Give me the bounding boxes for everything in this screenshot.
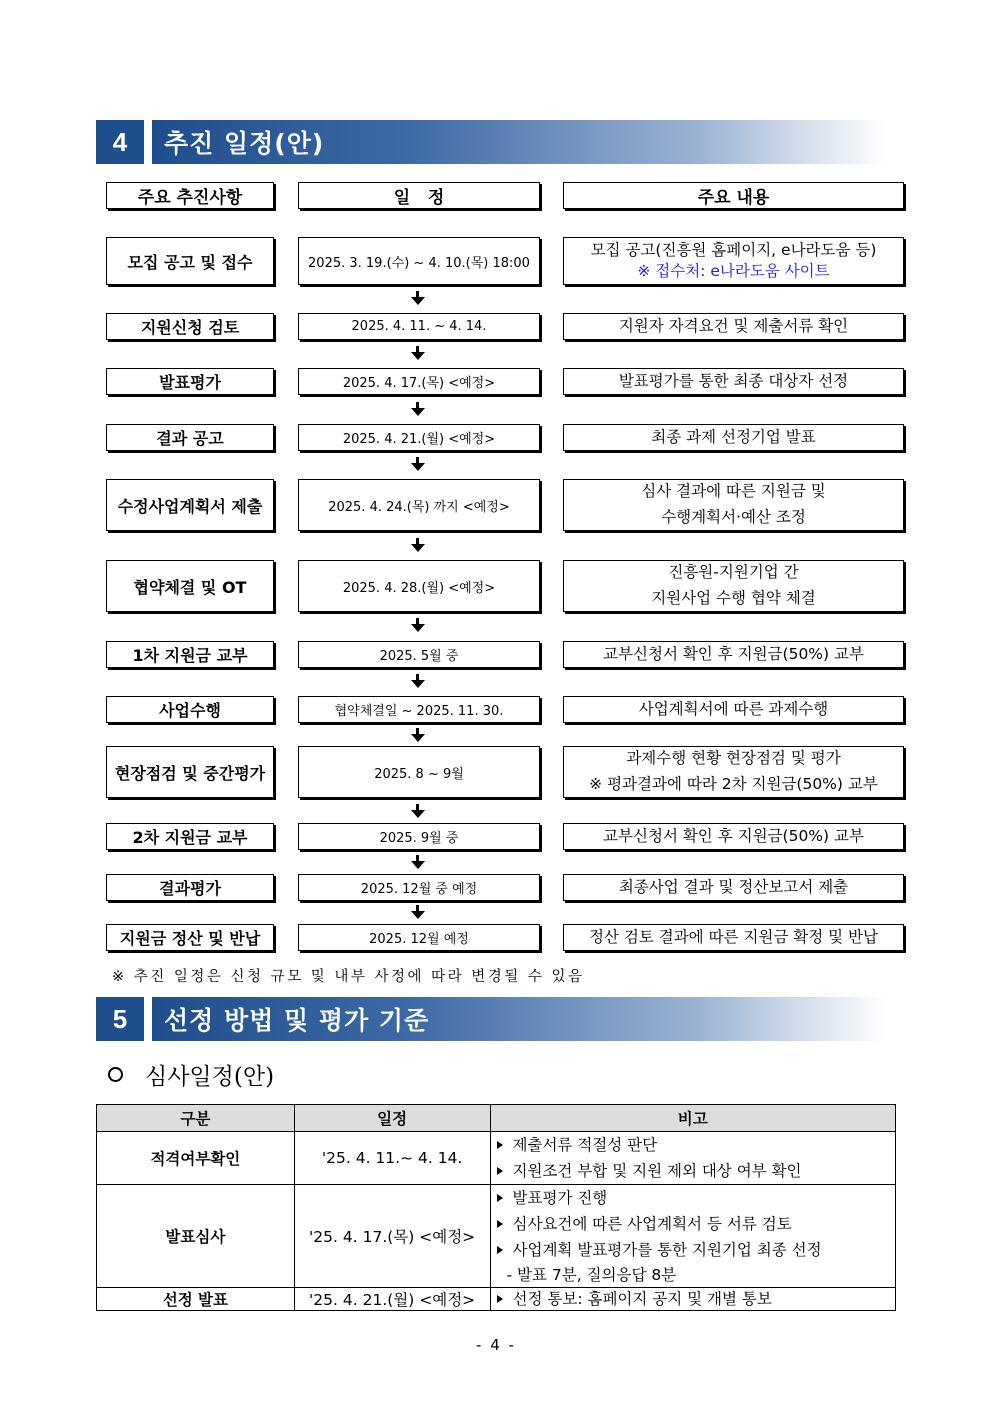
row-type: 적격여부확인 <box>97 1132 295 1185</box>
table-row <box>97 1132 896 1185</box>
schedule-date: 2025. 5월 중 <box>298 641 540 668</box>
note-item <box>497 1211 890 1237</box>
schedule-item: 협약체결 및 OT <box>106 560 274 612</box>
schedule-item: 발표평가 <box>106 368 274 395</box>
note-text: 지원조건 부합 및 지원 제외 대상 여부 확인 <box>512 1162 802 1180</box>
down-arrow-icon <box>410 346 426 360</box>
schedule-date: 2025. 12월 중 예정 <box>298 874 540 901</box>
evaluation-schedule-table <box>96 1104 896 1311</box>
down-arrow-icon <box>410 457 426 471</box>
content-line: 모집 공고(진흥원 홈페이지, e나라도움 등) <box>590 241 877 260</box>
content-line: 심사 결과에 따른 지원금 및 <box>641 482 826 501</box>
section-number: 4 <box>96 120 144 164</box>
note-item <box>497 1237 890 1263</box>
schedule-content <box>563 746 904 798</box>
down-arrow-icon <box>410 402 426 416</box>
schedule-date: 2025. 8 ~ 9월 <box>298 746 540 798</box>
section-title: 추진 일정(안) <box>152 120 886 164</box>
down-arrow-icon <box>410 804 426 818</box>
row-type: 선정 발표 <box>97 1288 295 1311</box>
triangle-bullet-icon <box>497 1295 503 1303</box>
schedule-item: 수정사업계획서 제출 <box>106 479 274 531</box>
schedule-item: 사업수행 <box>106 696 274 723</box>
row-date: '25. 4. 17.(목) <예정> <box>294 1185 490 1288</box>
sub-heading <box>108 1058 274 1091</box>
column-header: 구분 <box>97 1105 295 1132</box>
page-number: - 4 - <box>476 1336 516 1354</box>
schedule-date: 2025. 9월 중 <box>298 823 540 850</box>
schedule-date: 2025. 12월 예정 <box>298 924 540 951</box>
schedule-content <box>563 237 904 285</box>
note-item <box>497 1158 890 1184</box>
row-date: '25. 4. 21.(월) <예정> <box>294 1288 490 1311</box>
schedule-content: 정산 검토 결과에 따른 지원금 확정 및 반납 <box>563 924 904 951</box>
header-date: 일 정 <box>298 182 540 209</box>
row-notes <box>490 1185 896 1288</box>
schedule-item: 현장점검 및 중간평가 <box>106 746 274 798</box>
schedule-item: 결과 공고 <box>106 424 274 451</box>
schedule-date: 2025. 4. 17.(목) <예정> <box>298 368 540 395</box>
content-line: 수행계획서·예산 조정 <box>661 508 806 526</box>
row-type: 발표심사 <box>97 1185 295 1288</box>
row-notes <box>490 1288 896 1311</box>
sub-heading-title: 심사일정(안) <box>145 1064 275 1090</box>
schedule-date: 협약체결일 ~ 2025. 11. 30. <box>298 696 540 723</box>
note-text: 심사요건에 따른 사업계획서 등 서류 검토 <box>512 1215 792 1233</box>
section-4-header <box>96 120 886 164</box>
content-note: ※ 접수처: e나라도움 사이트 <box>637 262 830 280</box>
schedule-item: 결과평가 <box>106 874 274 901</box>
down-arrow-icon <box>410 618 426 632</box>
content-line: 지원사업 수행 협약 체결 <box>651 589 816 607</box>
table-row <box>97 1288 896 1311</box>
schedule-date: 2025. 4. 28.(월) <예정> <box>298 560 540 612</box>
content-line: 진흥원-지원기업 간 <box>668 563 799 582</box>
schedule-item: 지원신청 검토 <box>106 313 274 340</box>
schedule-content: 사업계획서에 따른 과제수행 <box>563 696 904 723</box>
note-text: 선정 통보: 홈페이지 공지 및 개별 통보 <box>512 1290 772 1308</box>
schedule-date: 2025. 4. 11. ~ 4. 14. <box>298 313 540 340</box>
schedule-content: 교부신청서 확인 후 지원금(50%) 교부 <box>563 641 904 668</box>
schedule-content: 발표평가를 통한 최종 대상자 선정 <box>563 368 904 395</box>
note-item <box>497 1185 890 1211</box>
triangle-bullet-icon <box>497 1246 503 1254</box>
schedule-item: 모집 공고 및 접수 <box>106 237 274 285</box>
header-content: 주요 내용 <box>563 182 904 209</box>
down-arrow-icon <box>410 538 426 552</box>
table-header-row <box>97 1105 896 1132</box>
triangle-bullet-icon <box>497 1167 503 1175</box>
down-arrow-icon <box>410 855 426 869</box>
row-notes <box>490 1132 896 1185</box>
column-header: 일정 <box>294 1105 490 1132</box>
note-text: 사업계획 발표평가를 통한 지원기업 최종 선정 <box>512 1241 822 1259</box>
column-header: 비고 <box>490 1105 896 1132</box>
note-text: 발표평가 진행 <box>512 1189 608 1207</box>
note-text: 제출서류 적절성 판단 <box>512 1136 658 1154</box>
header-item: 주요 추진사항 <box>106 182 274 209</box>
schedule-content <box>563 479 904 531</box>
section-title: 선정 방법 및 평가 기준 <box>152 997 886 1041</box>
down-arrow-icon <box>410 674 426 688</box>
schedule-content: 최종사업 결과 및 정산보고서 제출 <box>563 874 904 901</box>
down-arrow-icon <box>410 728 426 742</box>
schedule-content <box>563 560 904 612</box>
triangle-bullet-icon <box>497 1194 503 1202</box>
section-5-header <box>96 997 886 1041</box>
schedule-content: 교부신청서 확인 후 지원금(50%) 교부 <box>563 823 904 850</box>
content-note: ※ 평과결과에 따라 2차 지원금(50%) 교부 <box>589 775 878 793</box>
triangle-bullet-icon <box>497 1220 503 1228</box>
schedule-date: 2025. 4. 24.(목) 까지 <예정> <box>298 479 540 531</box>
schedule-content: 지원자 자격요건 및 제출서류 확인 <box>563 313 904 340</box>
schedule-note: ※ 추진 일정은 신청 규모 및 내부 사정에 따라 변경될 수 있음 <box>112 969 585 985</box>
note-sub-item: - 발표 7분, 질의응답 8분 <box>506 1266 677 1284</box>
note-item <box>497 1132 890 1158</box>
schedule-date: 2025. 4. 21.(월) <예정> <box>298 424 540 451</box>
section-number: 5 <box>96 997 144 1041</box>
schedule-item: 1차 지원금 교부 <box>106 641 274 668</box>
schedule-item: 지원금 정산 및 반납 <box>106 924 274 951</box>
triangle-bullet-icon <box>497 1141 503 1149</box>
content-line: 과제수행 현황 현장점검 및 평가 <box>626 749 841 768</box>
schedule-item: 2차 지원금 교부 <box>106 823 274 850</box>
note-item <box>497 1289 890 1309</box>
schedule-date: 2025. 3. 19.(수) ~ 4. 10.(목) 18:00 <box>298 237 540 285</box>
down-arrow-icon <box>410 905 426 919</box>
row-date: '25. 4. 11.~ 4. 14. <box>294 1132 490 1185</box>
down-arrow-icon <box>410 291 426 305</box>
schedule-content: 최종 과제 선정기업 발표 <box>563 424 904 451</box>
table-row <box>97 1185 896 1288</box>
circle-bullet-icon <box>108 1067 123 1082</box>
